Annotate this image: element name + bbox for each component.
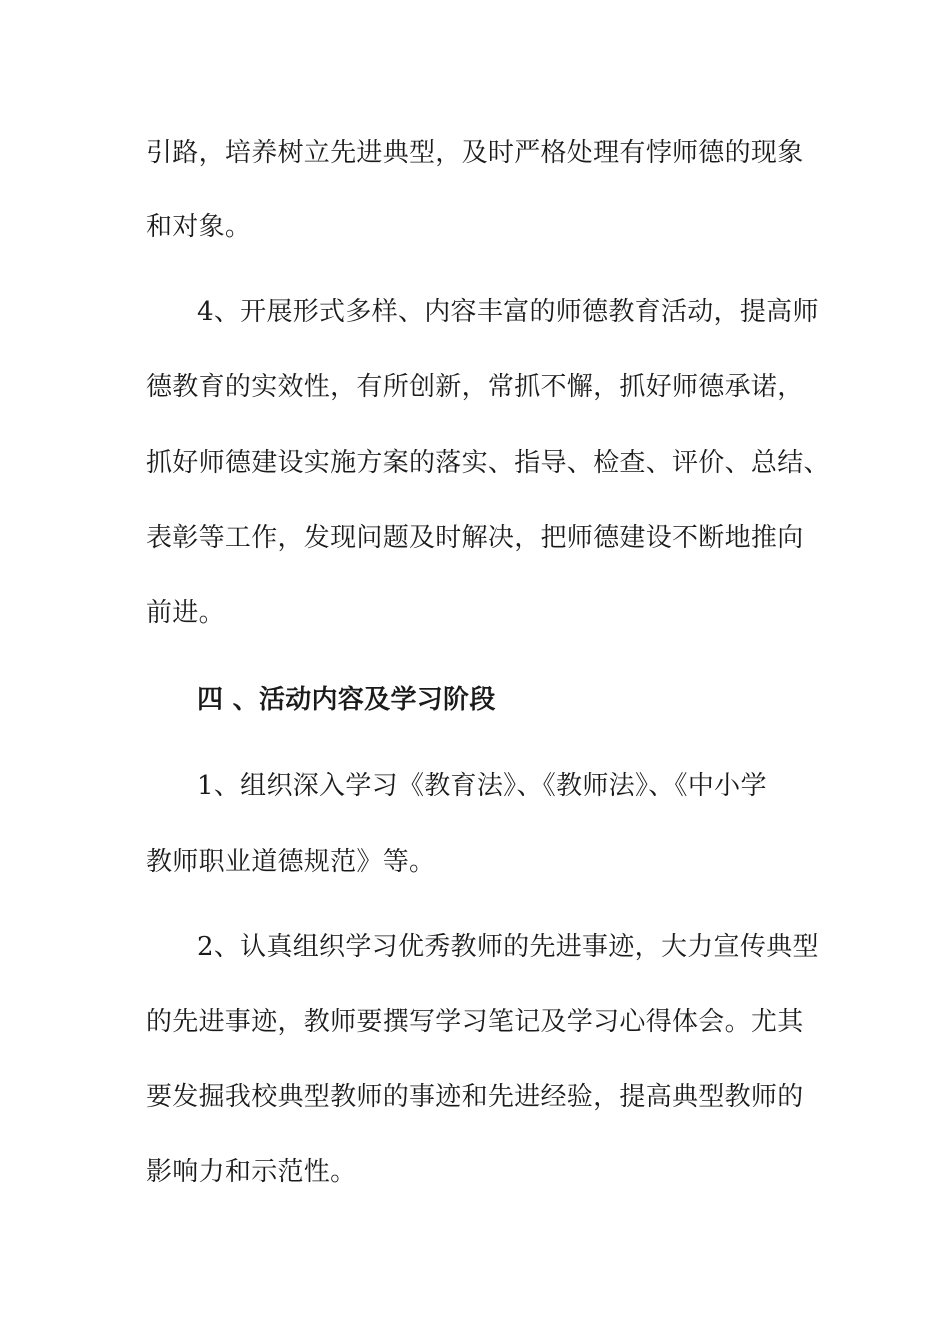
paragraph-line: 引路，培养树立先进典型，及时严格处理有悖师德的现象 bbox=[146, 138, 804, 168]
paragraph-line: 的先进事迹，教师要撰写学习笔记及学习心得体会。尤其 bbox=[146, 1007, 804, 1037]
paragraph-line: 表彰等工作，发现问题及时解决，把师德建设不断地推向 bbox=[146, 523, 804, 553]
paragraph-line: 2、认真组织学习优秀教师的先进事迹，大力宣传典型 bbox=[197, 932, 819, 962]
paragraph-line: 教师职业道德规范》等。 bbox=[146, 847, 436, 877]
paragraph-line: 要发掘我校典型教师的事迹和先进经验，提高典型教师的 bbox=[146, 1082, 804, 1112]
paragraph-line: 抓好师德建设实施方案的落实、指导、检查、评价、总结、 bbox=[146, 448, 830, 478]
paragraph-line: 和对象。 bbox=[146, 212, 252, 242]
paragraph-line: 4、开展形式多样、内容丰富的师德教育活动，提高师 bbox=[197, 297, 819, 327]
paragraph-line: 德教育的实效性，有所创新，常抓不懈，抓好师德承诺， bbox=[146, 372, 804, 402]
paragraph-line: 1、组织深入学习《教育法》、《教师法》、《中小学 bbox=[197, 771, 767, 801]
paragraph-line: 前进。 bbox=[146, 598, 225, 628]
paragraph-line: 影响力和示范性。 bbox=[146, 1157, 357, 1187]
section-heading: 四 、活动内容及学习阶段 bbox=[197, 685, 496, 715]
